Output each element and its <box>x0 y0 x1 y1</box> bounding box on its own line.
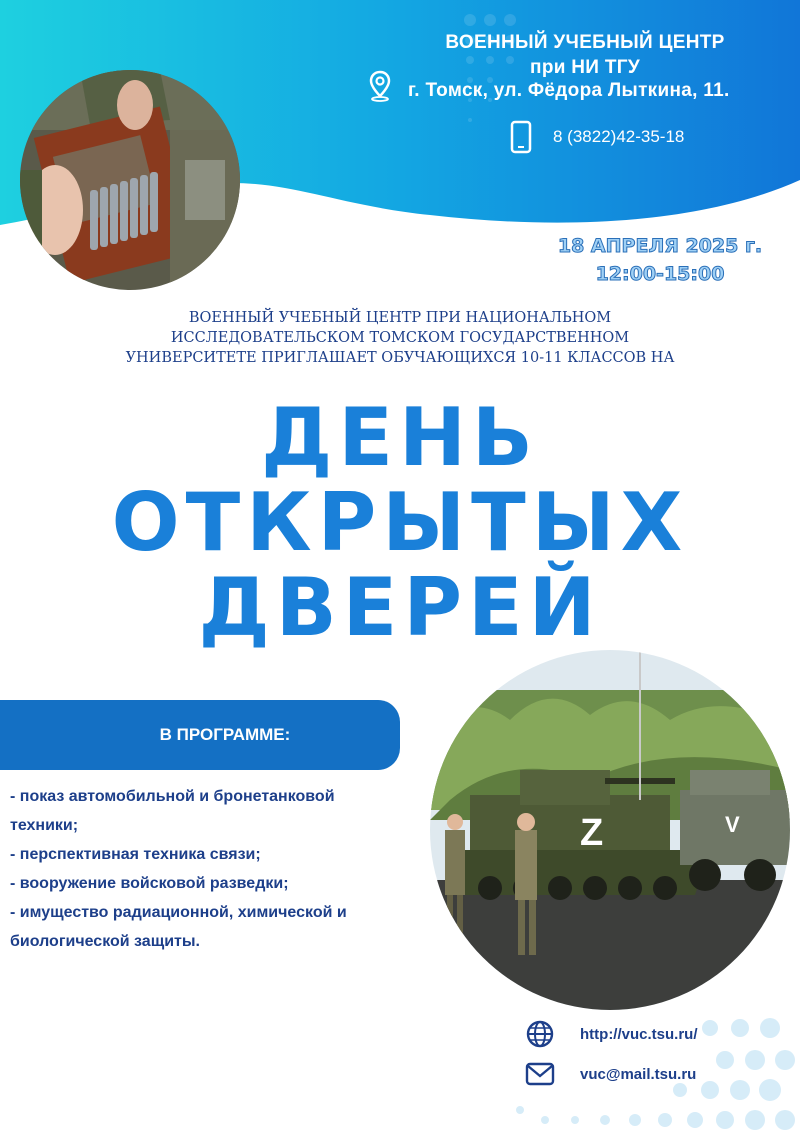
program-item: - имущество радиационной, химической и <box>10 904 347 921</box>
program-list <box>10 782 430 956</box>
address: г. Томск, ул. Фёдора Лыткина, 11. <box>408 80 730 101</box>
website-link[interactable]: http://vuc.tsu.ru/ <box>580 1026 698 1043</box>
smartphone-icon <box>510 120 532 154</box>
program-item: - показ автомобильной и бронетанковой <box>10 788 335 805</box>
event-date: 18 АПРЕЛЯ 2025 г. <box>557 235 763 257</box>
title-line: ДВЕРЕЙ <box>198 561 602 654</box>
globe-icon <box>525 1019 555 1049</box>
svg-text:V: V <box>725 812 740 837</box>
armored-vehicles-photo <box>430 650 790 1010</box>
program-item: биологической защиты. <box>10 933 200 950</box>
phone-number: 8 (3822)42-35-18 <box>553 127 685 146</box>
equipment-photo <box>20 70 240 290</box>
envelope-icon <box>525 1060 555 1088</box>
organization-name: ВОЕННЫЙ УЧЕБНЫЙ ЦЕНТР <box>445 32 725 53</box>
svg-text:Z: Z <box>580 812 604 854</box>
invitation-line: ИССЛЕДОВАТЕЛЬСКОМ ТОМСКОМ ГОСУДАРСТВЕННОМ <box>170 330 630 346</box>
invitation-line: УНИВЕРСИТЕТЕ ПРИГЛАШАЕТ ОБУЧАЮЩИХСЯ 10-11 КЛАССОВ НА <box>125 350 675 366</box>
program-item: техники; <box>10 817 79 834</box>
program-item: - перспективная техника связи; <box>10 846 261 863</box>
organization-subtitle: при НИ ТГУ <box>530 57 640 78</box>
program-banner <box>0 700 400 770</box>
event-time: 12:00-15:00 <box>595 263 725 285</box>
event-date-time <box>530 232 790 288</box>
title-line: ДЕНЬ <box>261 391 539 484</box>
map-pin-icon <box>368 70 392 102</box>
invitation-line: ВОЕННЫЙ УЧЕБНЫЙ ЦЕНТР ПРИ НАЦИОНАЛЬНОМ <box>188 310 612 326</box>
title-line: ОТКРЫТЫХ <box>111 476 689 569</box>
invitation-text <box>60 308 740 368</box>
program-item: - вооружение войсковой разведки; <box>10 875 289 892</box>
email-link[interactable]: vuc@mail.tsu.ru <box>580 1066 697 1083</box>
program-heading: В ПРОГРАММЕ: <box>159 725 291 744</box>
